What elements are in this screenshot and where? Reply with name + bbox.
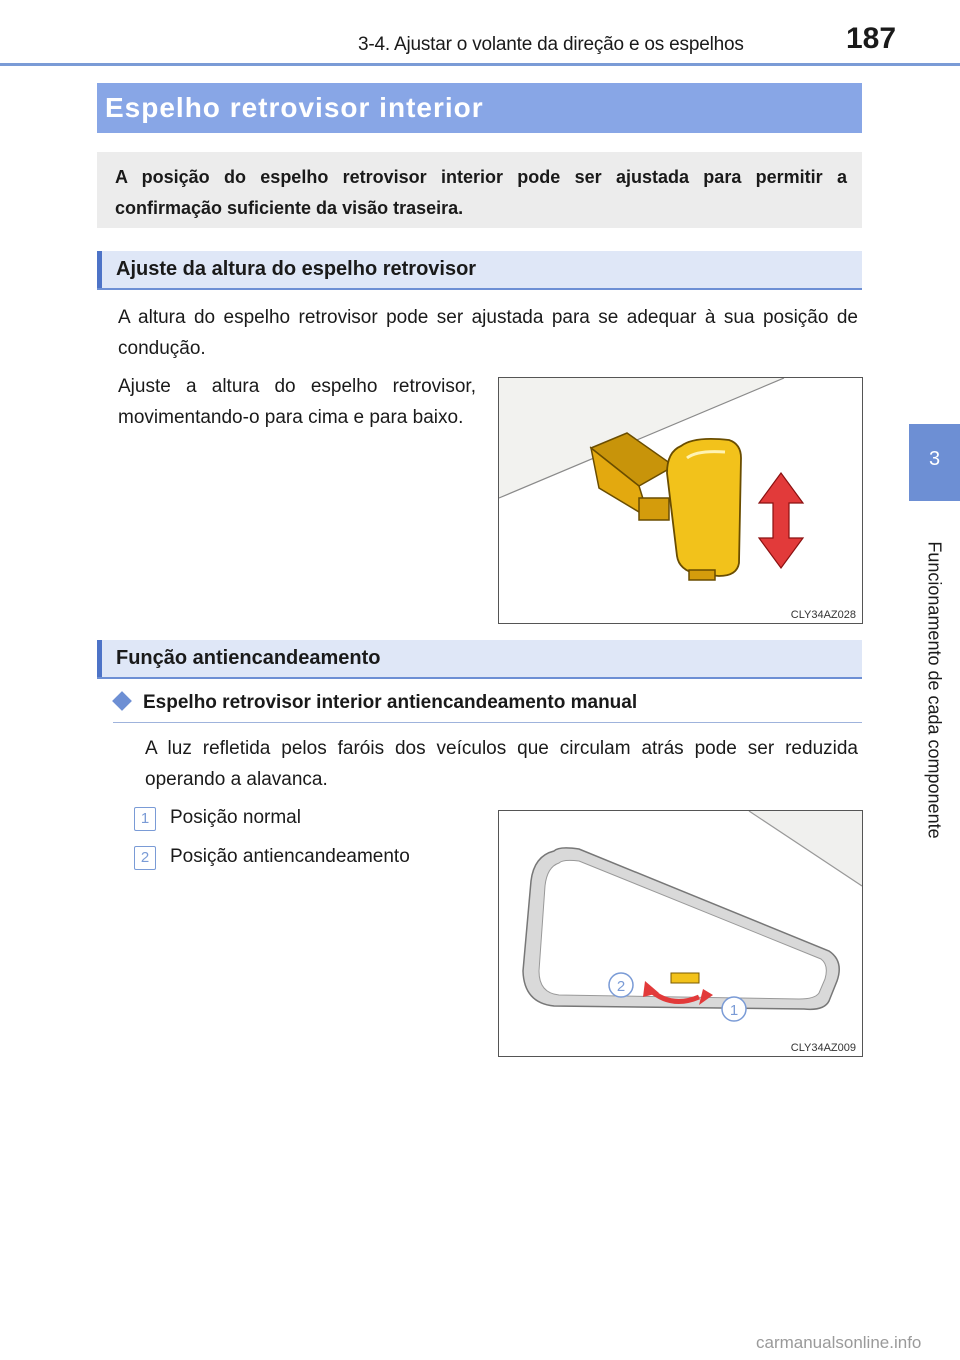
item-label: Posição antiencandeamento	[170, 846, 410, 867]
bullet-heading-text: Espelho retrovisor interior antiencandeamento manual	[143, 692, 638, 713]
mirror-height-figure	[498, 377, 863, 624]
subheading-marker	[97, 251, 102, 288]
subheading-marker	[97, 640, 102, 677]
page-number: 187	[846, 22, 897, 55]
section-title-banner	[97, 83, 862, 133]
bullet-heading	[113, 692, 862, 723]
section-title: Espelho retrovisor interior	[105, 92, 484, 123]
mirror-height-illustration	[499, 378, 862, 623]
subheading-text: Função antiencandeamento	[116, 647, 381, 669]
watermark: carmanualsonline.info	[756, 1333, 922, 1352]
chapter-tab-rule	[909, 499, 960, 501]
subheading-text: Ajuste da altura do espelho retrovisor	[116, 258, 477, 280]
intro-box	[97, 152, 862, 228]
header-divider	[0, 63, 960, 66]
height-adjust-paragraph: A altura do espelho retrovisor pode ser ajustada para se adequar à sua posição de condução.	[118, 307, 858, 359]
subheading-height-adjust	[97, 251, 862, 290]
antiglare-paragraph: A luz refletida pelos faróis dos veículos que circulam atrás pode ser reduzida operando a alavanca.	[145, 738, 858, 790]
intro-text: A posição do espelho retrovisor interior pode ser ajustada para permitir a confirmação suficiente da visão traseira.	[115, 167, 847, 218]
figure-callout: 1	[729, 1002, 739, 1019]
diamond-bullet-icon	[112, 691, 132, 711]
item-number-badge: 1	[134, 807, 156, 831]
antiglare-illustration	[499, 811, 862, 1056]
figure-code: CLY34AZ028	[790, 609, 856, 621]
antiglare-figure	[498, 810, 863, 1057]
item-label: Posição normal	[170, 807, 301, 828]
figure-code: CLY34AZ009	[790, 1042, 856, 1054]
item-number-badge: 2	[134, 846, 156, 870]
chapter-label: Funcionamento de cada componente	[924, 541, 945, 839]
figure-callout: 2	[616, 978, 626, 995]
chapter-tab	[909, 424, 960, 499]
subheading-antiglare	[97, 640, 862, 679]
running-header: 3-4. Ajustar o volante da direção e os espelhos	[358, 34, 744, 55]
height-adjust-instruction: Ajuste a altura do espelho retrovisor, movimentando-o para cima e para baixo.	[118, 376, 476, 428]
chapter-number: 3	[928, 448, 941, 470]
